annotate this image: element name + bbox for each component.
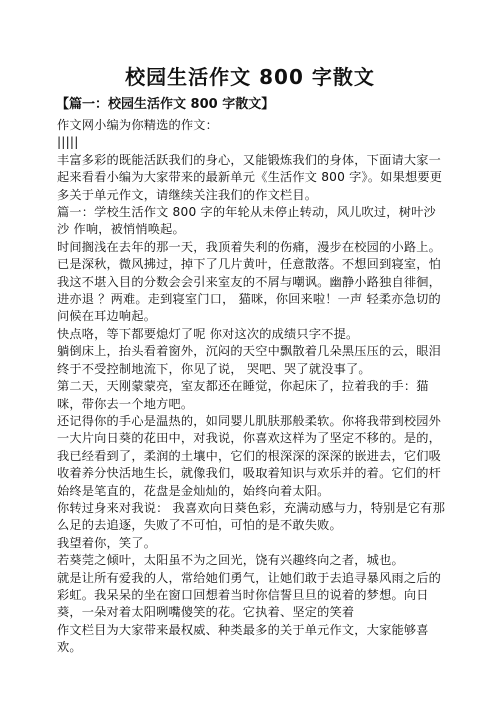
paragraph: 就是让所有爱我的人，常给她们勇气，让她们敢于去追寻暴风雨之后的彩虹。我呆呆的坐在窗口回想着当时你信誓旦旦的说着的梦想。向日葵，一朵对着太阳咧嘴傻笑的花。它执着、坚定的笑着 — [57, 570, 442, 620]
paragraph: 丰富多彩的既能活跃我们的身心，又能锻炼我们的身体，下面请大家一起来看看小编为大家带来的最新单元《生活作文 800 字》。如果想要更多关于单元作文，请继续关注我们的作文栏目。 — [57, 152, 443, 202]
paragraph: 躺倒床上，抬头看着窗外，沉闷的天空中飘散着几朵黑压压的云，眼泪终于不受控制地流下，你见了说， 哭吧、哭了就没事了。 — [57, 344, 442, 376]
paragraph: 快点咯，等下都要熄灯了呢 你对这次的成绩只字不提。 — [57, 326, 359, 341]
section-heading: 【篇一：校园生活作文 800 字散文】 — [56, 97, 275, 112]
paragraph: 我望着你，笑了。 — [57, 535, 157, 550]
paragraph: ||||| — [57, 135, 79, 150]
paragraph: 时间搁浅在去年的那一天，我顶着失利的伤痛，漫步在校园的小路上。已是深秋，微风拂过，掉下了几片黄叶，任意散落。不想回到寝室，怕我这不堪入目的分数会会引来室友的不屑与嘲讽。幽静小路独自徘徊，进亦退 ？两难。走到寝室门口， 猫咪，你回来啦！一声 轻柔亦急切的问候在耳边响起。 — [57, 239, 442, 324]
paragraph: 篇一：学校生活作文 800 字的年轮从未停止转动，风儿吹过，树叶沙沙 作响，被悄悄唤起。 — [57, 205, 436, 237]
paragraph: 你转过身来对我说： 我喜欢向日葵色彩，充满动感与力，特别是它有那么足的去追逐，失败了不可怕，可怕的是不敢失败。 — [57, 500, 446, 533]
paragraph: 作文栏目为大家带来最权威、种类最多的关于单元作文，大家能够喜欢。 — [57, 622, 429, 655]
document-title: 校园生活作文 800 字散文 — [125, 65, 375, 89]
paragraph: 若葵莞之倾叶，太阳虽不为之回光，饶有兴趣终向之者，城也。 — [57, 553, 404, 568]
paragraph: 还记得你的手心是温热的，如同婴儿肌肤那般柔软。你将我带到校园外一大片向日葵的花田中，对我说，你喜欢这样为了坚定不移的。是的，我已经看到了，柔润的土壤中，它们的根深深的深深的嵌进去，它们吸收着养分快活地生长，就像我们，吸取着知识与欢乐并的着。它们的杆始终是笔直的，花盘是金灿灿的，始终向着太阳。 — [57, 413, 442, 498]
paragraph: 作文网小编为你精选的作文： — [57, 118, 219, 132]
paragraph: 第二天，天刚蒙蒙亮，室友都还在睡觉，你起床了，拉着我的手：猫咪，带你去一个地方吧。 — [57, 379, 429, 411]
article-body — [57, 117, 447, 657]
